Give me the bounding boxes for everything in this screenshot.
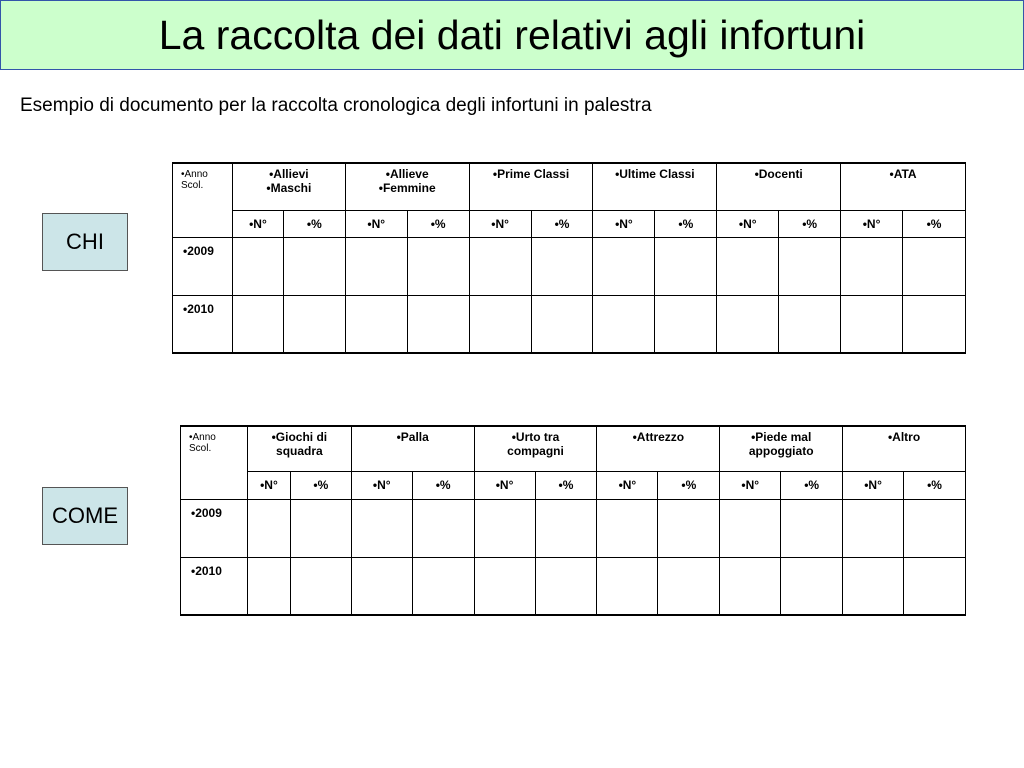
data-cell[interactable] [247,557,290,615]
sub-header-n: •N° [843,471,904,499]
data-cell[interactable] [593,295,655,353]
data-cell[interactable] [779,295,841,353]
data-cell[interactable] [841,295,903,353]
data-cell[interactable] [593,237,655,295]
year-cell: •2009 [181,499,248,557]
data-cell[interactable] [720,499,781,557]
sub-header-pct: •% [283,210,345,237]
data-cell[interactable] [283,237,345,295]
data-cell[interactable] [283,295,345,353]
data-cell[interactable] [247,499,290,557]
data-cell[interactable] [474,557,535,615]
data-cell[interactable] [781,557,843,615]
data-cell[interactable] [232,295,283,353]
data-cell[interactable] [469,295,531,353]
data-cell[interactable] [658,557,720,615]
sub-header-n: •N° [469,210,531,237]
group-header-giochi-di-squadra: •Giochi di squadra [247,426,351,471]
data-cell[interactable] [407,237,469,295]
data-cell[interactable] [903,295,966,353]
sub-header-n: •N° [717,210,779,237]
sub-header-pct: •% [658,471,720,499]
sub-header-pct: •% [407,210,469,237]
come-label-box: COME [42,487,128,545]
data-cell[interactable] [412,557,474,615]
subtitle: Esempio di documento per la raccolta cronologica degli infortuni in palestra [20,95,652,116]
sub-header-pct: •% [535,471,597,499]
page-title: La raccolta dei dati relativi agli infortuni [158,11,866,58]
data-cell[interactable] [904,499,966,557]
data-cell[interactable] [232,237,283,295]
data-cell[interactable] [345,295,407,353]
data-cell[interactable] [717,237,779,295]
data-cell[interactable] [655,295,717,353]
anno-scol-header: •Anno Scol. [181,426,248,499]
sub-header-n: •N° [720,471,781,499]
sub-header-n: •N° [247,471,290,499]
data-cell[interactable] [351,557,412,615]
sub-header-n: •N° [593,210,655,237]
data-cell[interactable] [535,557,597,615]
title-bar [0,0,1024,70]
group-header-altro: •Altro [843,426,966,471]
data-cell[interactable] [903,237,966,295]
sub-header-pct: •% [531,210,593,237]
sub-header-n: •N° [841,210,903,237]
data-cell[interactable] [904,557,966,615]
sub-header-pct: •% [779,210,841,237]
data-cell[interactable] [469,237,531,295]
data-cell[interactable] [655,237,717,295]
data-cell[interactable] [345,237,407,295]
sub-header-pct: •% [655,210,717,237]
sub-header-n: •N° [351,471,412,499]
data-cell[interactable] [597,499,658,557]
data-cell[interactable] [658,499,720,557]
data-cell[interactable] [535,499,597,557]
year-cell: •2009 [173,237,233,295]
data-cell[interactable] [407,295,469,353]
data-cell[interactable] [841,237,903,295]
anno-scol-header: •Anno Scol. [173,163,233,237]
data-cell[interactable] [779,237,841,295]
group-header-ultime-classi: •Ultime Classi [593,163,717,210]
data-cell[interactable] [843,557,904,615]
chi-table [172,162,966,354]
table-row [173,237,966,295]
sub-header-n: •N° [232,210,283,237]
group-header-attrezzo: •Attrezzo [597,426,720,471]
group-header-prime-classi: •Prime Classi [469,163,593,210]
come-table [180,425,966,616]
sub-header-pct: •% [412,471,474,499]
group-header-docenti: •Docenti [717,163,841,210]
group-header-urto-tra-compagni: •Urto tra compagni [474,426,597,471]
data-cell[interactable] [843,499,904,557]
year-cell: •2010 [181,557,248,615]
data-cell[interactable] [597,557,658,615]
table-row [181,557,966,615]
data-cell[interactable] [290,557,351,615]
sub-header-n: •N° [597,471,658,499]
group-header-piede-mal-appoggiato: •Piede mal appoggiato [720,426,843,471]
sub-header-n: •N° [345,210,407,237]
group-header-allieve-femmine: •Allieve •Femmine [345,163,469,210]
data-cell[interactable] [720,557,781,615]
data-cell[interactable] [717,295,779,353]
data-cell[interactable] [531,237,593,295]
data-cell[interactable] [351,499,412,557]
sub-header-pct: •% [904,471,966,499]
sub-header-pct: •% [290,471,351,499]
sub-header-pct: •% [781,471,843,499]
group-header-allievi-maschi: •Allievi •Maschi [232,163,345,210]
data-cell[interactable] [474,499,535,557]
table-row [181,499,966,557]
data-cell[interactable] [781,499,843,557]
data-cell[interactable] [531,295,593,353]
group-header-palla: •Palla [351,426,474,471]
data-cell[interactable] [290,499,351,557]
sub-header-pct: •% [903,210,966,237]
table-row [173,295,966,353]
year-cell: •2010 [173,295,233,353]
sub-header-n: •N° [474,471,535,499]
group-header-ata: •ATA [841,163,966,210]
chi-label-box: CHI [42,213,128,271]
data-cell[interactable] [412,499,474,557]
